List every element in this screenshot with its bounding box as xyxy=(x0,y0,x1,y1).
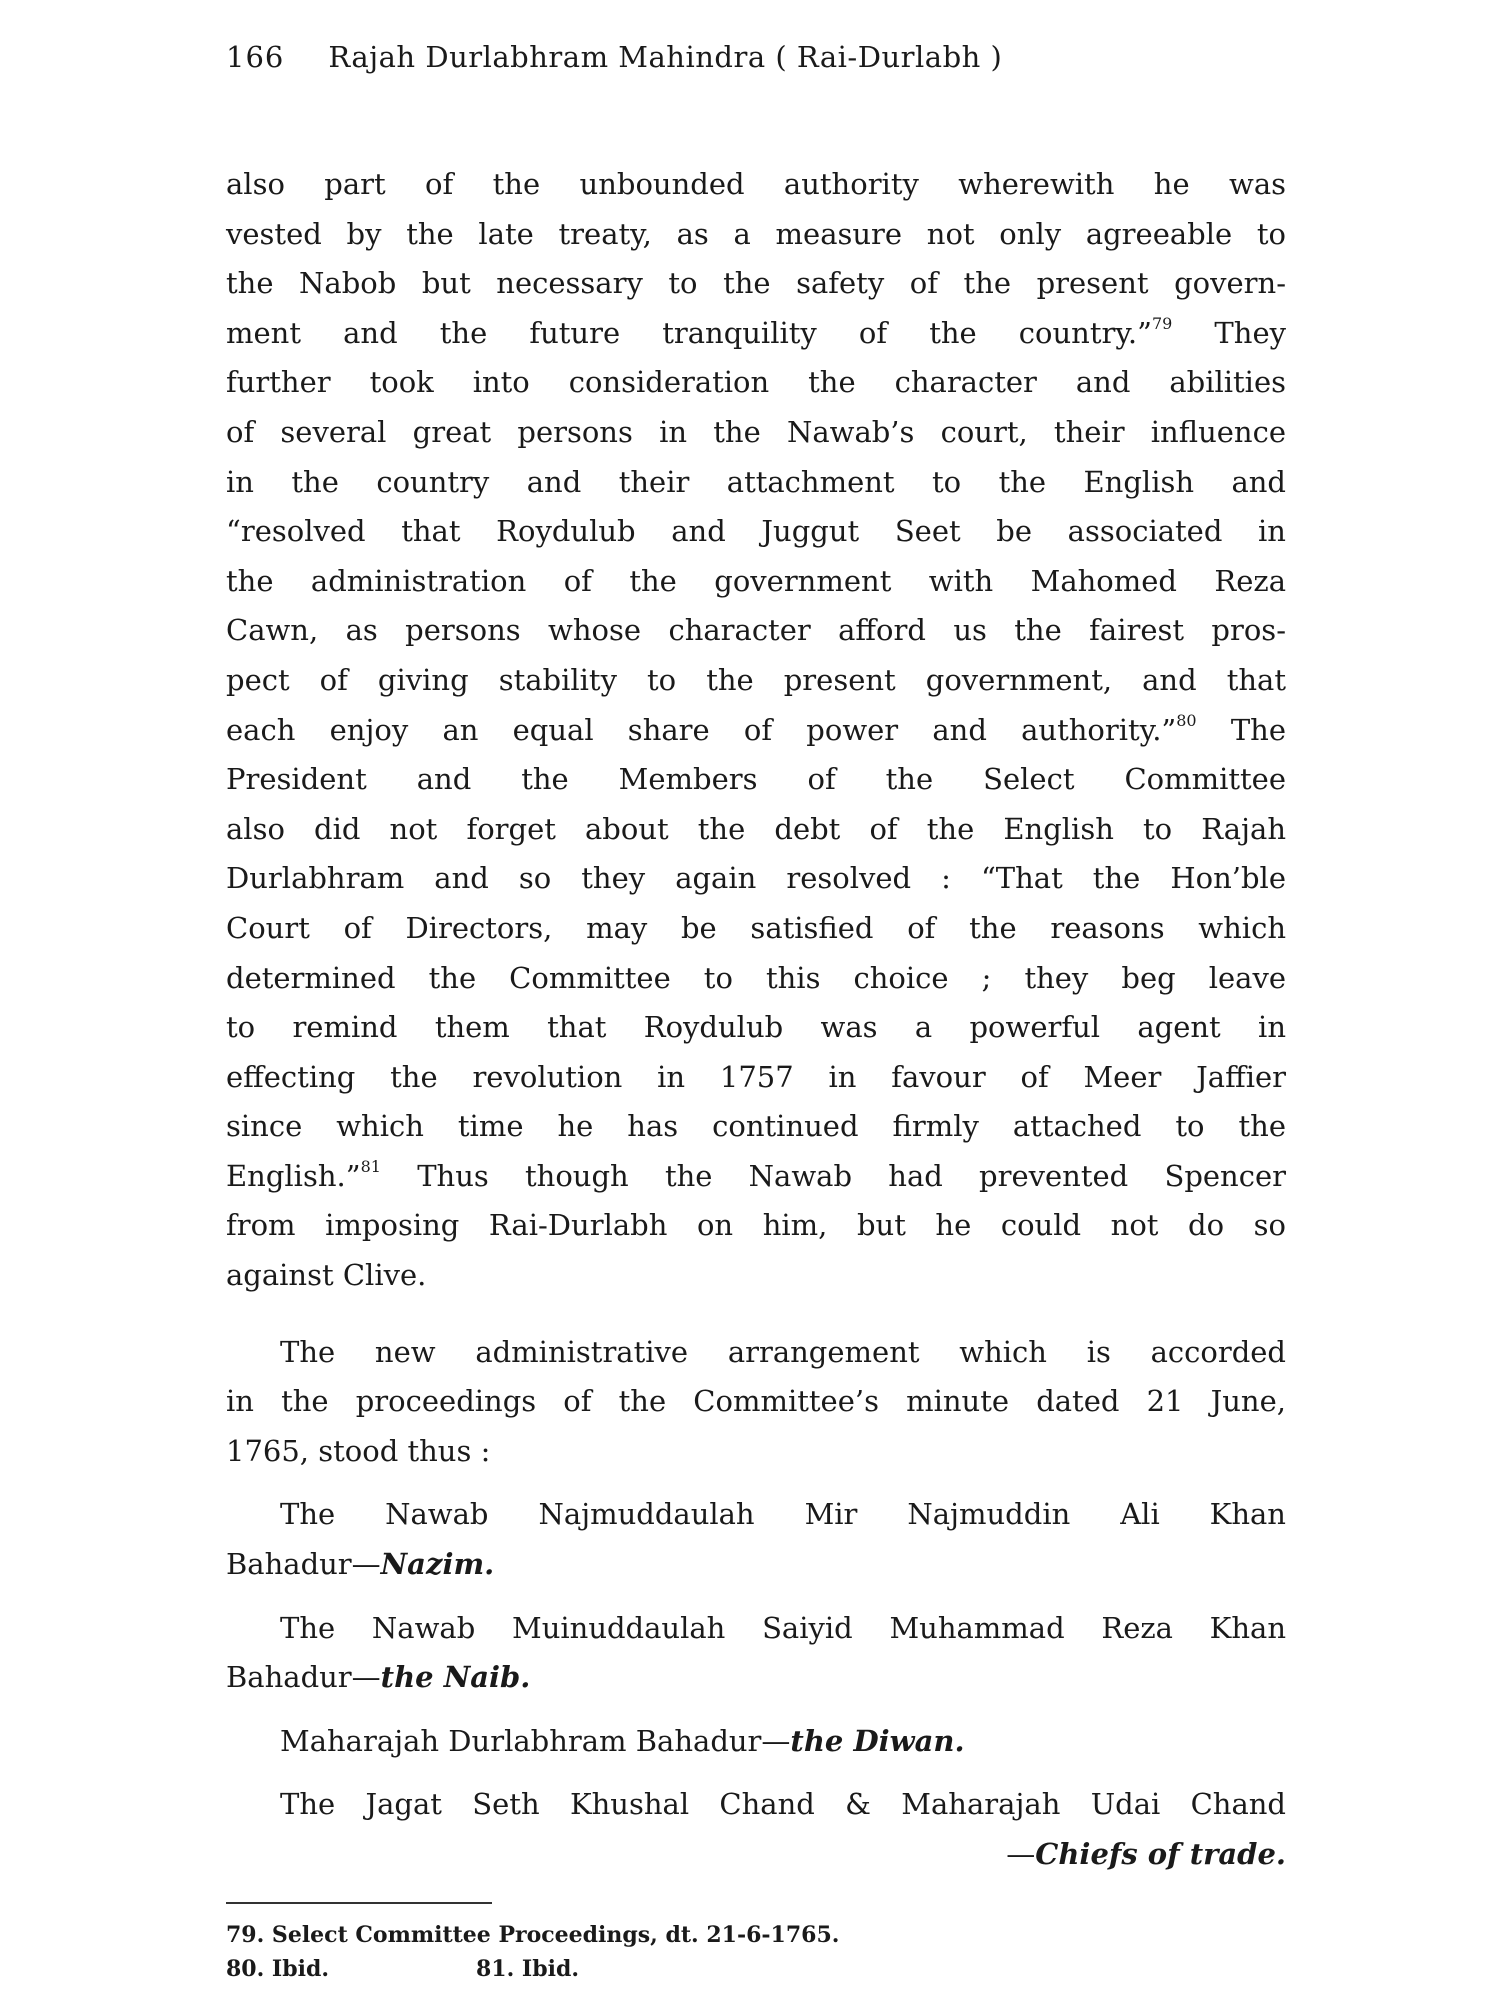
text-line xyxy=(226,1653,1286,1703)
text-line: of several great persons in the Nawab’s court, their influence xyxy=(226,414,1286,449)
footnote-divider xyxy=(226,1902,492,1904)
text-line: Durlabhram and so they again resolved : “That the Hon’ble xyxy=(226,861,1286,896)
text-line xyxy=(226,1830,1286,1880)
footnote-row xyxy=(226,1952,1286,1986)
text-line: The new administrative arrangement which is accorded xyxy=(280,1334,1286,1369)
text-line: pect of giving stability to the present government, and that xyxy=(226,662,1286,697)
text-line: Cawn, as persons whose character afford us the fairest pros- xyxy=(226,613,1286,648)
text-line: vested by the late treaty, as a measure not only agreeable to xyxy=(226,216,1286,251)
text-line: effecting the revolution in 1757 in favour of Meer Jaffier xyxy=(226,1059,1286,1094)
text-line-with-ref xyxy=(226,309,1286,359)
text-line: also part of the unbounded authority wherewith he was xyxy=(226,167,1286,201)
footnote-79: 79. Select Committee Proceedings, dt. 21-6-1765. xyxy=(226,1921,840,1948)
appointment-chiefs-of-trade xyxy=(226,1780,1286,1879)
text-line-with-ref xyxy=(226,706,1286,756)
text-line: against Clive. xyxy=(226,1258,427,1293)
text-line xyxy=(226,1717,1286,1767)
text-line: the Nabob but necessary to the safety of the present govern- xyxy=(226,266,1286,301)
text-line-with-ref xyxy=(226,1152,1286,1202)
footnote-ref-79: 79 xyxy=(1151,313,1173,333)
page-number: 166 xyxy=(226,40,285,74)
text-line: The Nawab Muinuddaulah Saiyid Muhammad Reza Khan xyxy=(280,1610,1286,1645)
text-segment: ment and the future tranquility of the country.” xyxy=(226,315,1152,350)
running-header xyxy=(226,40,1286,98)
text-segment: They xyxy=(1214,315,1286,350)
text-line: in the proceedings of the Committee’s minute dated 21 June, xyxy=(226,1384,1286,1419)
text-line: from imposing Rai-Durlabh on him, but he could not do so xyxy=(226,1208,1286,1243)
text-segment: Thus though the Nawab had prevented Spencer xyxy=(417,1158,1286,1193)
text-line: The Nawab Najmuddaulah Mir Najmuddin Ali Khan xyxy=(280,1497,1286,1532)
running-title: Rajah Durlabhram Mahindra ( Rai-Durlabh ) xyxy=(328,40,1003,74)
text-line: The Jagat Seth Khushal Chand & Maharajah Udai Chand xyxy=(280,1787,1286,1822)
appointment-nazim xyxy=(226,1490,1286,1589)
text-line: to remind them that Roydulub was a powerful agent in xyxy=(226,1010,1286,1045)
book-page xyxy=(226,40,1286,1986)
text-segment: The xyxy=(1230,712,1287,747)
paragraph-2 xyxy=(226,1328,1286,1477)
text-line: since which time he has continued firmly attached to the xyxy=(226,1109,1286,1144)
text-line: 1765, stood thus : xyxy=(226,1433,491,1468)
text-line: the administration of the government with Mahomed Reza xyxy=(226,563,1286,598)
footnote-ref-80: 80 xyxy=(1176,710,1197,730)
appointment-naib xyxy=(226,1604,1286,1703)
text-segment: Bahadur— xyxy=(226,1547,381,1582)
paragraph-1 xyxy=(226,160,1286,1301)
appointment-diwan xyxy=(226,1717,1286,1767)
text-line: in the country and their attachment to the English and xyxy=(226,464,1286,499)
text-line: “resolved that Roydulub and Juggut Seet be associated in xyxy=(226,514,1286,549)
footnote-ref-81: 81 xyxy=(360,1156,381,1176)
role-title: the Naib. xyxy=(380,1660,531,1695)
text-line: Court of Directors, may be satisfied of the reasons which xyxy=(226,910,1286,945)
text-line xyxy=(226,1540,1286,1590)
text-segment: Bahadur— xyxy=(226,1660,381,1695)
text-line: also did not forget about the debt of the English to Rajah xyxy=(226,811,1286,846)
role-title: the Diwan. xyxy=(790,1723,965,1758)
text-segment: each enjoy an equal share of power and authority.” xyxy=(226,712,1177,747)
footnotes xyxy=(226,1918,1286,1986)
text-segment: — xyxy=(1006,1837,1036,1871)
role-title: Nazim. xyxy=(380,1547,495,1582)
text-line: President and the Members of the Select Committee xyxy=(226,762,1286,797)
text-line: further took into consideration the character and abilities xyxy=(226,365,1286,400)
footnote-80: 80. Ibid. xyxy=(226,1955,330,1982)
text-line: determined the Committee to this choice ; they beg leave xyxy=(226,960,1286,995)
text-segment: Maharajah Durlabhram Bahadur— xyxy=(280,1723,791,1758)
footnote-81: 81. Ibid. xyxy=(476,1955,580,1982)
text-segment: English.” xyxy=(226,1158,361,1193)
role-title: Chiefs of trade. xyxy=(1035,1837,1286,1871)
